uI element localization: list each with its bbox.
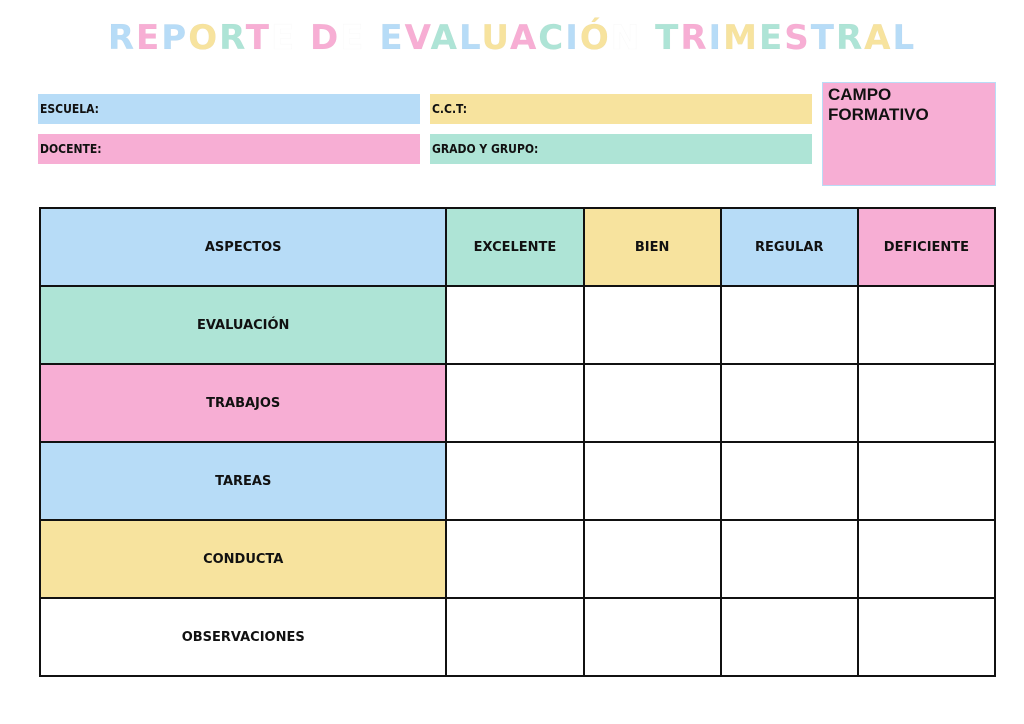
grade-cell[interactable] [446, 520, 583, 598]
grade-cell[interactable] [584, 286, 721, 364]
grade-cell[interactable] [721, 286, 858, 364]
row-label-conducta: CONDUCTA [40, 520, 446, 598]
grade-cell[interactable] [446, 286, 583, 364]
title-letter: E [136, 18, 162, 58]
cct-field[interactable]: C.C.T: [430, 94, 812, 124]
grado-grupo-field[interactable]: GRADO Y GRUPO: [430, 134, 812, 164]
title-letter: T [655, 18, 681, 58]
title-letter: D [310, 18, 341, 58]
title-letter: E [759, 18, 785, 58]
table-row [40, 442, 995, 520]
header-deficiente: DEFICIENTE [858, 208, 995, 286]
title-letter: A [430, 18, 459, 58]
title-letter: E [340, 18, 366, 58]
title-letter: I [565, 18, 580, 58]
title-letter [296, 18, 310, 58]
header-bien: BIEN [584, 208, 721, 286]
escuela-field[interactable]: ESCUELA: [38, 94, 420, 124]
title-letter: L [458, 18, 482, 58]
evaluation-table [39, 207, 996, 677]
table-header-row [40, 208, 995, 286]
grade-cell[interactable] [858, 364, 995, 442]
grade-cell[interactable] [446, 364, 583, 442]
grade-cell[interactable] [584, 598, 721, 676]
title-letter: A [509, 18, 539, 58]
title-letter: P [161, 18, 189, 58]
grade-cell[interactable] [721, 442, 858, 520]
grade-cell[interactable] [858, 598, 995, 676]
page-title [0, 18, 1024, 58]
title-letter: C [538, 18, 566, 58]
table-row [40, 364, 995, 442]
grade-cell[interactable] [858, 442, 995, 520]
table-row [40, 598, 995, 676]
grade-cell[interactable] [721, 520, 858, 598]
header-aspectos: ASPECTOS [40, 208, 446, 286]
table-row [40, 286, 995, 364]
grade-cell[interactable] [721, 598, 858, 676]
title-letter: N [610, 18, 642, 58]
title-letter: R [835, 18, 865, 58]
title-letter: L [892, 18, 917, 58]
title-letter: O [188, 18, 220, 58]
row-label-trabajos: TRABAJOS [40, 364, 446, 442]
title-letter: T [245, 18, 271, 58]
title-letter [366, 18, 380, 58]
title-letter: Ó [579, 18, 611, 58]
title-letter: M [723, 18, 759, 58]
row-label-observaciones: OBSERVACIONES [40, 598, 446, 676]
title-letter: R [219, 18, 246, 58]
grade-cell[interactable] [584, 364, 721, 442]
grade-cell[interactable] [858, 520, 995, 598]
title-letter: T [810, 18, 836, 58]
grade-cell[interactable] [858, 286, 995, 364]
title-letter: E [270, 18, 297, 58]
grade-cell[interactable] [584, 520, 721, 598]
title-letter [641, 18, 655, 58]
grade-cell[interactable] [584, 442, 721, 520]
title-letter: V [404, 18, 431, 58]
title-letter: S [784, 18, 811, 58]
title-letter: U [481, 18, 510, 58]
title-letter: A [864, 18, 893, 58]
table-row [40, 520, 995, 598]
row-label-tareas: TAREAS [40, 442, 446, 520]
title-letter: E [379, 18, 405, 58]
title-letter: I [708, 18, 724, 58]
row-label-evaluacion: EVALUACIÓN [40, 286, 446, 364]
header-excelente: EXCELENTE [446, 208, 583, 286]
campo-formativo-box[interactable]: CAMPO FORMATIVO [822, 82, 996, 186]
title-letter: R [680, 18, 709, 58]
title-letter: R [107, 18, 137, 58]
header-regular: REGULAR [721, 208, 858, 286]
grade-cell[interactable] [446, 442, 583, 520]
grade-cell[interactable] [446, 598, 583, 676]
grade-cell[interactable] [721, 364, 858, 442]
docente-field[interactable]: DOCENTE: [38, 134, 420, 164]
